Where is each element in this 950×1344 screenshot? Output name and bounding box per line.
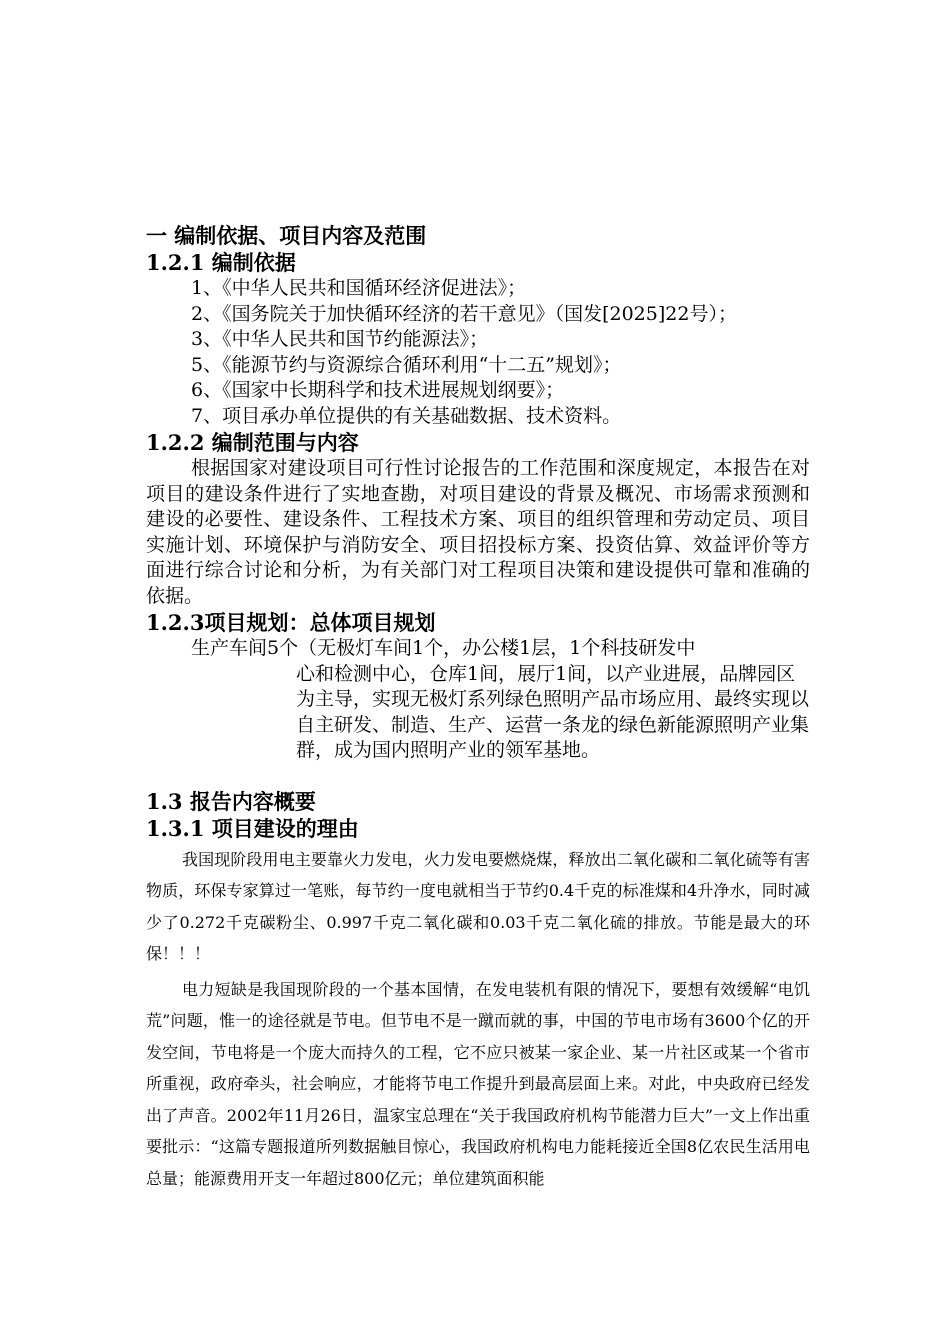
reason-paragraph: 电力短缺是我国现阶段的一个基本国情，在发电装机有限的情况下，要想有效缓解“电饥荒”问题，惟一的途径就是节电。但节电不是一蹴而就的事，中国的节电市场有3600个亿的开发空间，节电将是一个庞大而持久的工程，它不应只被某一家企业、某一片社区或某一个省市所重视，政府牵头，社会响应，才能将节电工作提升到最高层面上来。对此，中央政府已经发出了声音。2002年11月26日，温家宝总理在“关于我国政府机构节能潜力巨大”一文上作出重要批示：“这篇专题报道所列数据触目惊心，我国政府机构电力能耗接近全国8亿农民生活用电总量；能源费用开支一年超过800亿元；单位建筑面积能 bbox=[146, 979, 810, 1188]
plan-continuation: 心和检测中心，仓库1间，展厅1间，以产业进展，品牌园区为主导，实现无极灯系列绿色照明产品市场应用、最终实现以自主研发、制造、生产、运营一条龙的绿色新能源照明产业集群，成为国内照明产业的领军基地。 bbox=[296, 662, 810, 761]
section-heading-1-3: 1.3 报告内容概要 bbox=[146, 788, 316, 814]
section-heading-1-2-1: 1.2.1 编制依据 bbox=[146, 250, 296, 275]
basis-item: 3、《中华人民共和国节约能源法》； bbox=[191, 328, 489, 350]
reason-paragraph: 我国现阶段用电主要靠火力发电，火力发电要燃烧煤，释放出二氧化碳和二氧化硫等有害物质，环保专家算过一笔账，每节约一度电就相当于节约0.4千克的标准煤和4升净水，同时减少了0.272千克碳粉尘、0.997千克二氧化碳和0.03千克二氧化硫的排放。节能是最大的环保！！！ bbox=[146, 849, 810, 963]
section-heading-1-3-1: 1.3.1 项目建设的理由 bbox=[146, 815, 359, 841]
basis-item: 1、《中华人民共和国循环经济促进法》； bbox=[191, 277, 527, 299]
section-heading-1-2-2: 1.2.2 编制范围与内容 bbox=[146, 430, 359, 455]
chapter-heading: 一 编制依据、项目内容及范围 bbox=[146, 223, 427, 248]
basis-item: 2、《国务院关于加快循环经济的若干意见》（国发[2025]22号）； bbox=[191, 302, 737, 325]
plan-first-line: 生产车间5个（无极灯车间1个，办公楼1层，1个科技研发中 bbox=[191, 637, 696, 659]
basis-item: 6、《国家中长期科学和技术进展规划纲要》； bbox=[191, 379, 565, 401]
basis-item: 7、项目承办单位提供的有关基础数据、技术资料。 bbox=[191, 404, 622, 427]
section-heading-1-2-3: 1.2.3项目规划：总体项目规划 bbox=[146, 610, 436, 635]
scope-paragraph: 根据国家对建设项目可行性讨论报告的工作范围和深度规定，本报告在对项目的建设条件进行了实地查勘，对项目建设的背景及概况、市场需求预测和建设的必要性、建设条件、工程技术方案、项目的组织管理和劳动定员、项目实施计划、环境保护与消防安全、项目招投标方案、投资估算、效益评价等方面进行综合讨论和分析，为有关部门对工程项目决策和建设提供可靠和准确的依据。 bbox=[146, 457, 810, 607]
plan-block bbox=[146, 636, 810, 764]
basis-item: 5、《能源节约与资源综合循环利用“十二五”规划》； bbox=[191, 353, 622, 376]
section-spacer bbox=[146, 764, 810, 788]
document-body bbox=[146, 222, 810, 1194]
